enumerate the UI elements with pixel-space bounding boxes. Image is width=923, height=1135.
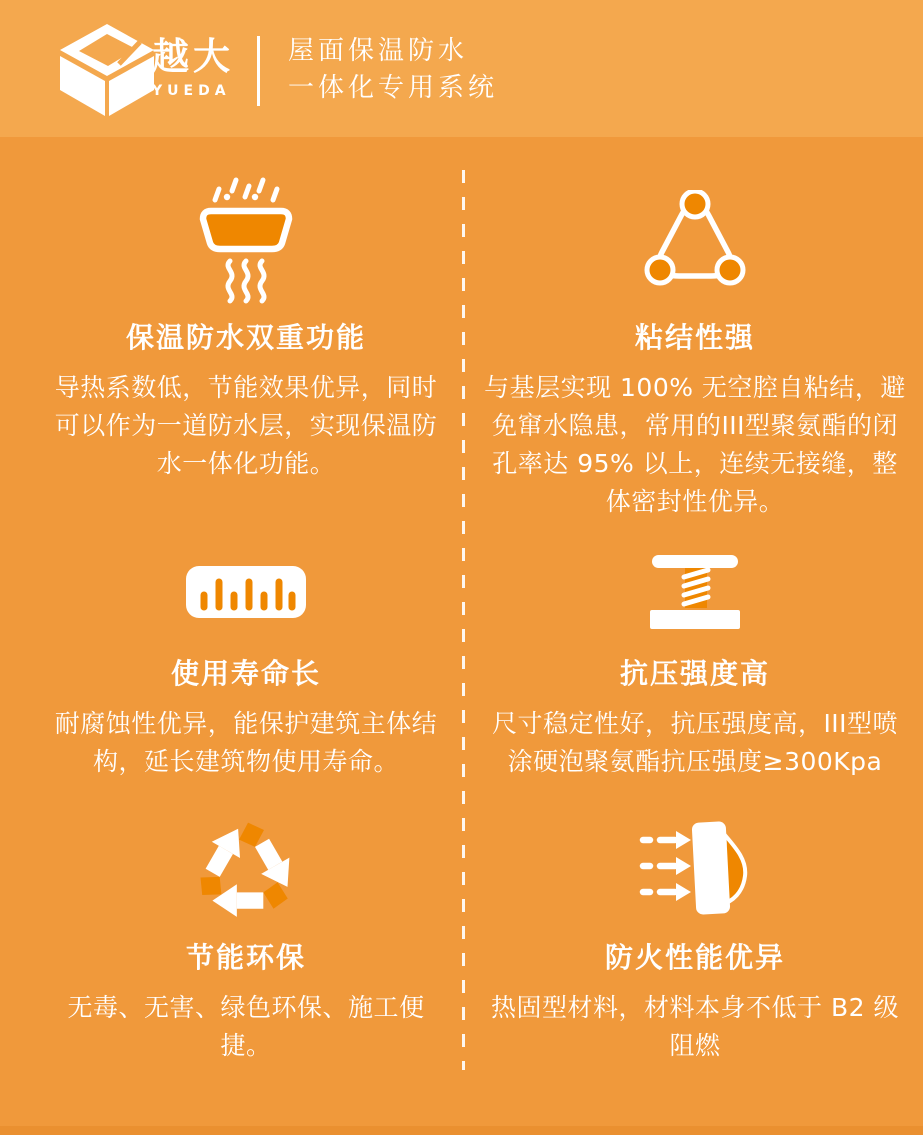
brand-name: 越大: [152, 35, 234, 78]
lifespan-bars-icon: [185, 565, 307, 619]
right-column: [483, 170, 907, 1090]
column-dashed-divider: [462, 170, 465, 1070]
page-title: [288, 33, 498, 107]
page-title-line2: 一体化专用系统: [288, 73, 499, 103]
header-divider: [257, 36, 260, 106]
feature-text: 耐腐蚀性优异，能保护建筑主体结构，延长建筑物使用寿命。: [54, 709, 438, 777]
footer-strip: [0, 1126, 923, 1135]
feature-title: 保温防水双重功能: [125, 321, 366, 354]
feature-text: 热固型材料，材料本身不低于 B2 级阻燃: [491, 993, 899, 1061]
feature-fireproof: [483, 808, 907, 1090]
feature-grid: [0, 137, 923, 1135]
feature-adhesion: [483, 170, 907, 542]
feature-eco: [50, 808, 442, 1090]
compression-press-icon: [640, 553, 750, 631]
feature-title: 防火性能优异: [604, 941, 785, 974]
feature-text: 无毒、无害、绿色环保、施工便捷。: [67, 993, 425, 1061]
page-header: [0, 0, 923, 137]
yueda-box-logo-icon: [57, 24, 157, 116]
brand-text: [152, 35, 234, 99]
feature-title: 使用寿命长: [170, 657, 321, 690]
feature-insulation-waterproof: [50, 170, 442, 542]
adhesion-molecule-icon: [643, 190, 747, 288]
feature-text: 导热系数低，节能效果优异，同时可以作为一道防水层，实现保温防水一体化功能。: [54, 373, 438, 479]
feature-title: 粘结性强: [634, 321, 755, 354]
fireproof-panel-icon: [638, 818, 752, 918]
page-title-line1: 屋面保温防水: [288, 36, 469, 66]
feature-title: 节能环保: [185, 941, 306, 974]
feature-compression: [483, 542, 907, 808]
left-column: [50, 170, 442, 1090]
insulation-waterproof-tray-icon: [191, 173, 301, 305]
recycle-icon: [190, 815, 302, 921]
feature-title: 抗压强度高: [619, 657, 770, 690]
feature-lifespan: [50, 542, 442, 808]
feature-text: 尺寸稳定性好，抗压强度高，III型喷涂硬泡聚氨酯抗压强度≥300Kpa: [491, 709, 899, 777]
feature-text: 与基层实现 100% 无空腔自粘结，避免窜水隐患，常用的III型聚氨酯的闭孔率达 95% 以上，连续无接缝，整体密封性优异。: [484, 373, 906, 517]
brand-latin-name: YUEDA: [152, 83, 231, 99]
